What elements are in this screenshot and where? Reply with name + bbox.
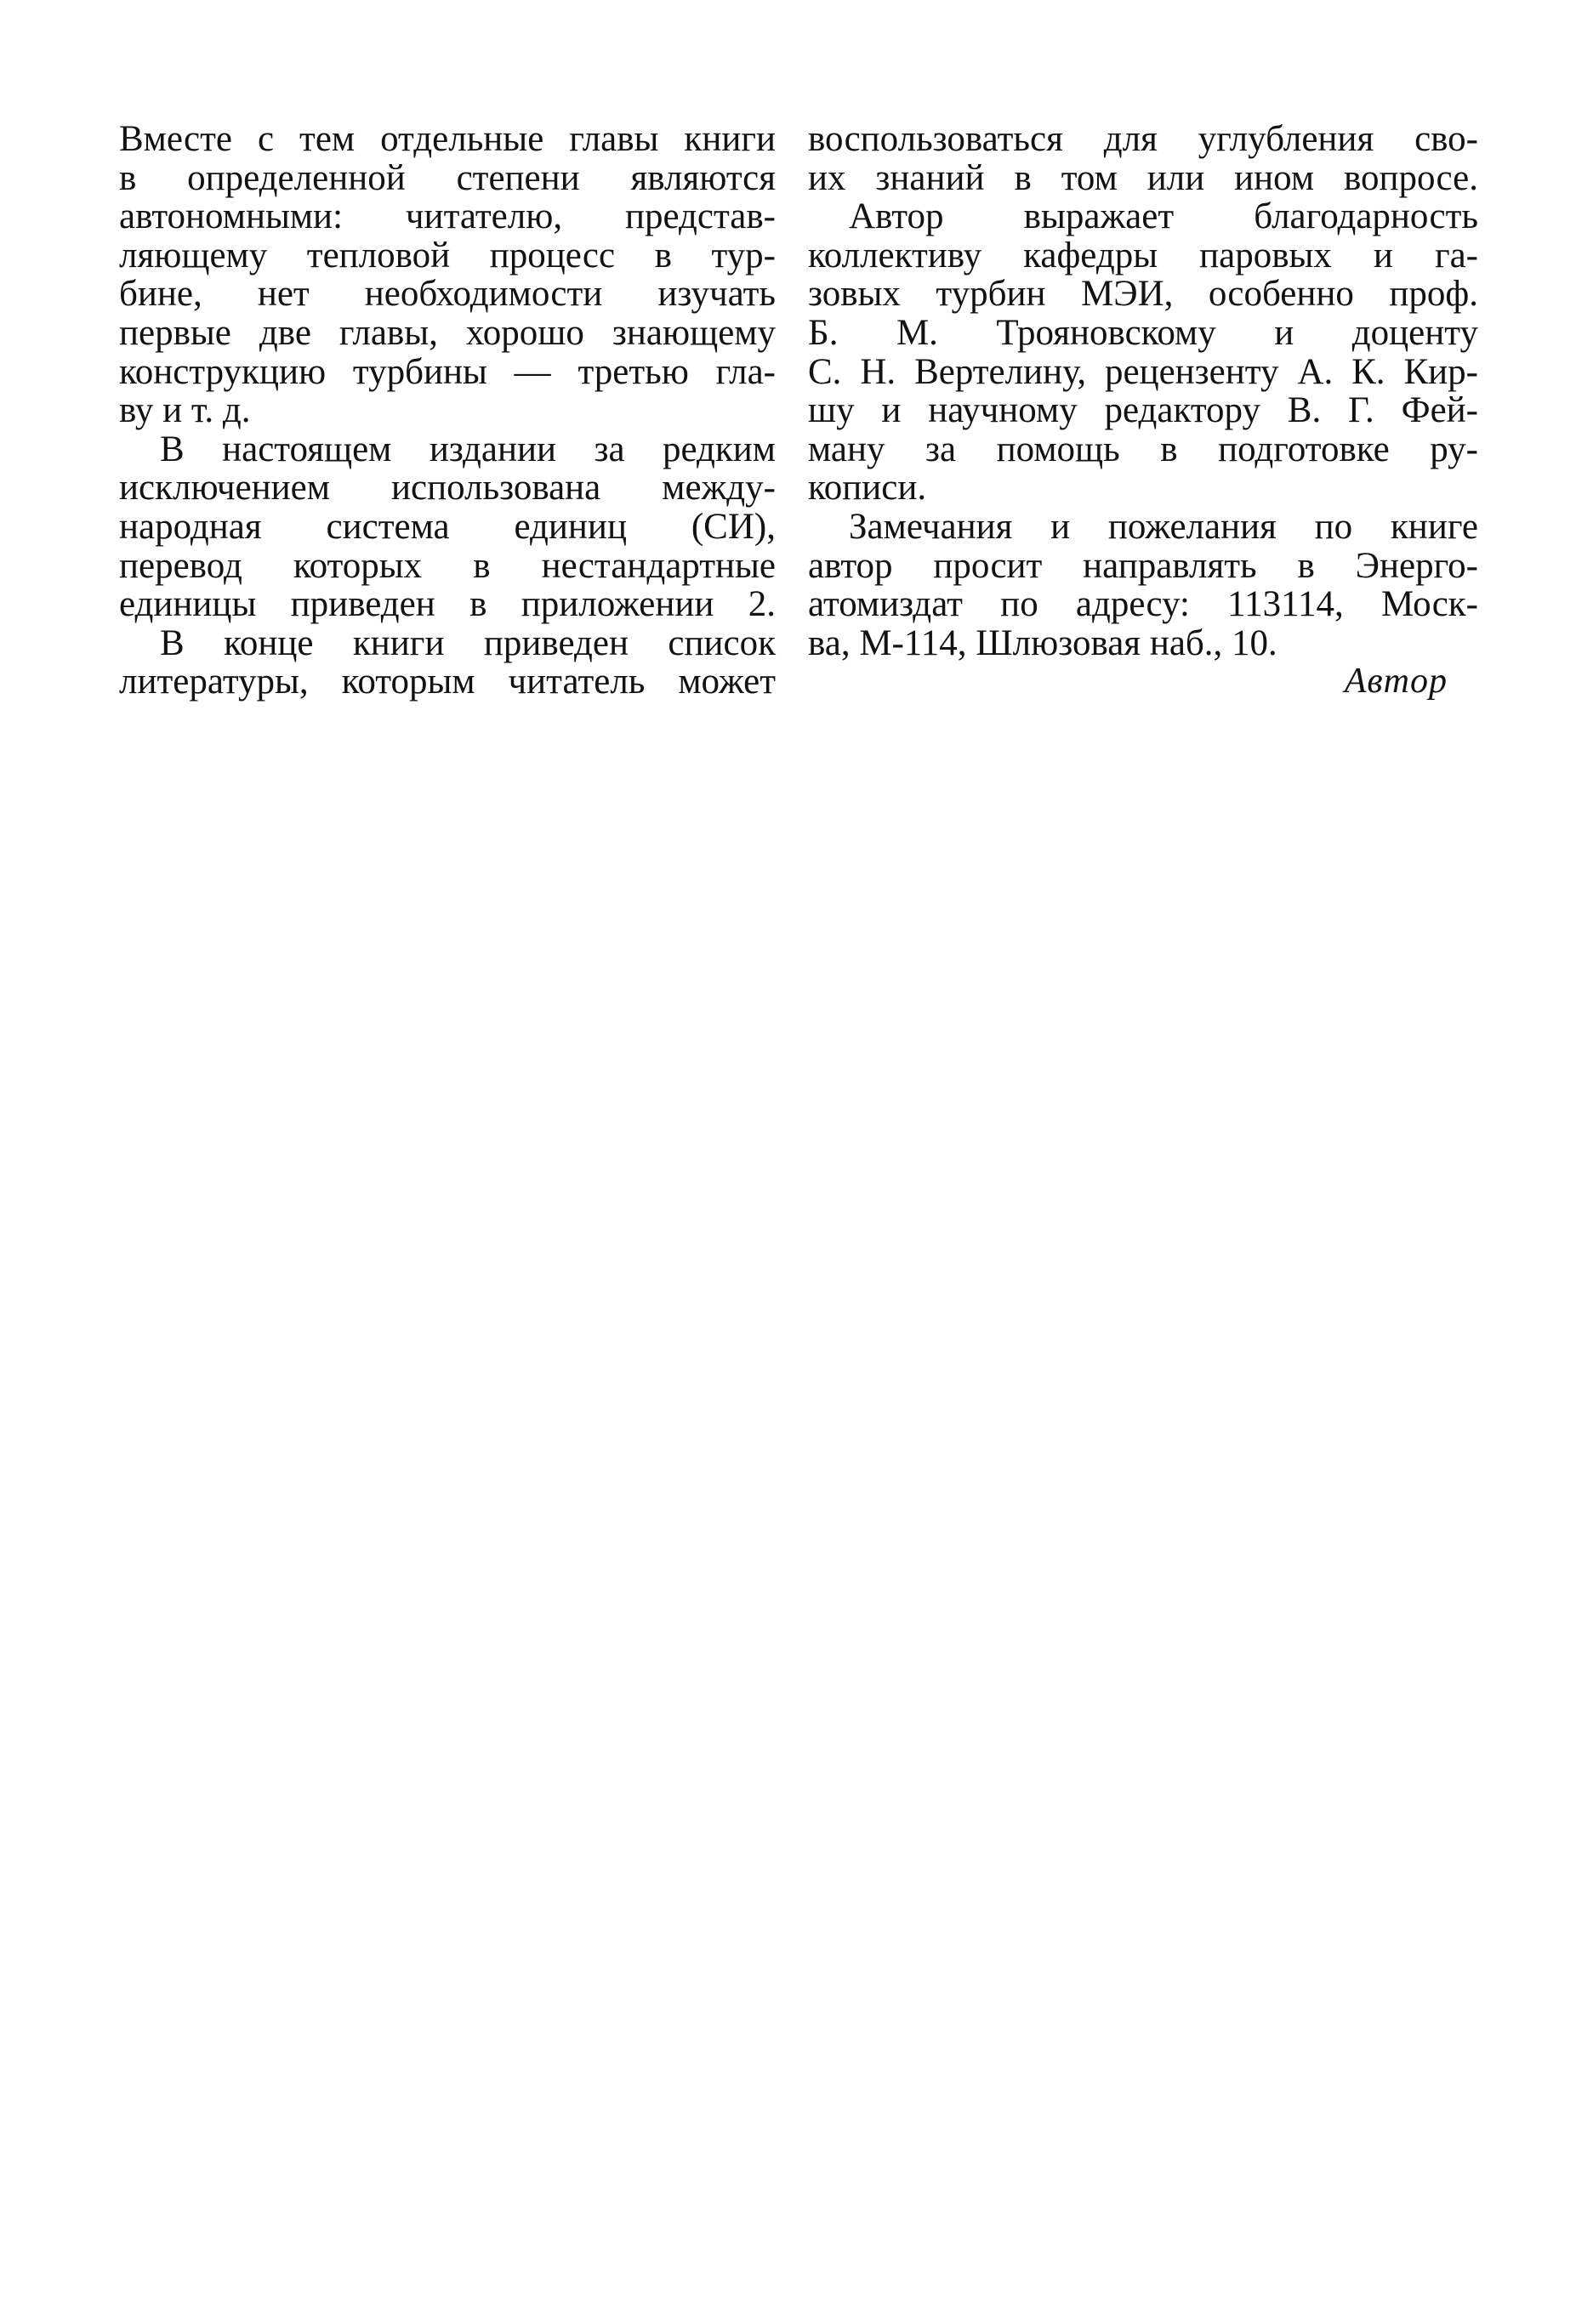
text-line: В настоящем издании за редким (160, 429, 776, 469)
text-line: зовых турбин МЭИ, особенно проф. (808, 274, 1478, 315)
right-column-lines (808, 120, 1478, 662)
text-line: конструкцию турбины — третью гла- (119, 351, 776, 392)
text-line: Вместе с тем отдельные главы книги (119, 119, 776, 159)
text-line: С. Н. Вертелину, рецензенту А. К. Кир- (808, 351, 1478, 392)
text-line: в определенной степени являются (119, 157, 776, 198)
text-line: первые две главы, хорошо знающему (119, 312, 776, 353)
text-line: ву и т. д. (119, 390, 251, 431)
left-column-lines (119, 120, 776, 702)
text-line: Замечания и пожелания по книге (849, 506, 1478, 547)
author-signature: Автор (1344, 662, 1448, 702)
text-line: коллективу кафедры паровых и га- (808, 235, 1478, 276)
text-line: литературы, которым читатель может (119, 662, 776, 702)
text-line: перевод которых в нестандартные (119, 545, 776, 586)
text-line: воспользоваться для углубления сво- (808, 119, 1478, 159)
text-line: автор просит направлять в Энерго- (808, 545, 1478, 586)
text-line: их знаний в том или ином вопросе. (808, 157, 1478, 198)
text-column-left (119, 120, 776, 702)
text-line: ману за помощь в подготовке ру- (808, 429, 1478, 469)
text-line: единицы приведен в приложении 2. (119, 584, 776, 625)
text-line: ляющему тепловой процесс в тур- (119, 235, 776, 276)
text-line: Автор выражает благодарность (849, 196, 1478, 237)
text-line: исключением использована между- (119, 468, 776, 509)
text-line: автономными: читателю, представ- (119, 196, 776, 237)
text-line: атомиздат по адресу: 113114, Моск- (808, 584, 1478, 625)
text-line: бине, нет необходимости изучать (119, 274, 776, 315)
text-line: В конце книги приведен список (160, 622, 776, 663)
text-line: ва, М-114, Шлюзовая наб., 10. (808, 622, 1277, 663)
text-line: шу и научному редактору В. Г. Фей- (808, 390, 1478, 431)
text-column-right (808, 120, 1478, 702)
text-line: народная система единиц (СИ), (119, 506, 776, 547)
text-line: Б. М. Трояновскому и доценту (808, 312, 1478, 353)
text-line: кописи. (808, 468, 927, 509)
